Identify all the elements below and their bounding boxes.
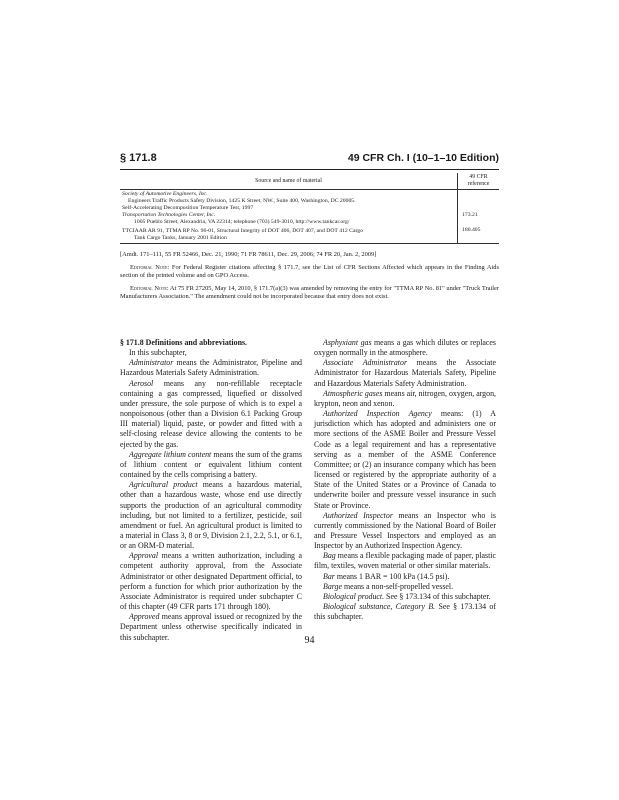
notes-block — [120, 251, 499, 306]
definition-term: Atmospheric gases — [323, 388, 383, 398]
table-cell-reference: 180.405 — [458, 227, 500, 244]
editorial-note-1 — [120, 264, 499, 280]
table-source-line: Engineers Traffic Products Safety Division, 1425 K Street, NW., Suite 400, Washington, DC 20005. — [128, 198, 356, 204]
definition-term: Barge — [323, 581, 342, 591]
table-source-line: Self-Accelerating Decomposition Temperature Test, 1997 — [122, 205, 254, 211]
definition-paragraph — [314, 602, 496, 622]
running-head-cfr: 49 CFR Ch. I (10–1–10 Edition) — [347, 152, 499, 164]
definition-term: Administrator — [129, 358, 174, 368]
editorial-note-2-lead: Editorial Note: — [130, 285, 169, 292]
definition-paragraph — [314, 551, 496, 571]
incorporation-table — [120, 173, 499, 244]
definition-body: means 1 BAR = 100 kPa (14.5 psi). — [334, 571, 450, 581]
table-header-reference: 49 CFR reference — [458, 173, 500, 190]
editorial-note-1-lead: Editorial Note: — [130, 264, 170, 271]
definition-body: means a written authorization, including a competent authority approval, from the Associate Administrator or other designated Department official, to perform a function for which prior authorization by the Associate Administrator is required under subchapter C of this chapter (49 CFR parts 171 through 180). — [120, 551, 302, 612]
definition-body: means approval issued or recognized by the Department unless otherwise specifically indicated in this subchapter. — [120, 612, 302, 642]
definition-term: Asphyxiant gas — [323, 338, 372, 347]
definition-body: means a flexible packaging made of paper, plastic film, textiles, woven material or other similar materials. — [314, 551, 496, 571]
right-column — [314, 338, 496, 622]
section-heading-text: § 171.8 Definitions and abbreviations. — [120, 338, 248, 347]
definition-paragraph — [120, 551, 302, 612]
table-source-line: Transportation Technologies Center, Inc. — [122, 212, 216, 218]
definition-term: Aggregate lithium content — [129, 449, 212, 459]
definition-term: Biological product. — [323, 591, 385, 601]
table-source-line: Tank Cargo Tanks, January 2001 Edition — [134, 235, 227, 241]
table-row — [120, 227, 499, 244]
table-cell-source — [120, 190, 458, 228]
definition-paragraph — [120, 358, 302, 378]
header-rule — [120, 169, 499, 170]
page-number: 94 — [304, 635, 315, 646]
editorial-note-2 — [120, 285, 499, 301]
table-cell-source — [120, 227, 458, 244]
definition-term: Associate Administrator — [323, 358, 408, 368]
definition-paragraph — [314, 409, 496, 511]
table-source-line: TTCIAAR AR 91, TTMA RP No. 96-01, Structural Integrity of DOT 406, DOT 407, and DOT 412 Cargo — [122, 228, 363, 234]
definition-paragraph — [120, 379, 302, 450]
definition-paragraph — [314, 592, 496, 602]
definition-term: Agricultural product — [129, 480, 198, 490]
definition-paragraph — [120, 450, 302, 480]
table-cell-reference: 173.21 — [462, 212, 478, 218]
definition-term: Aerosol — [129, 378, 154, 388]
definition-paragraph — [314, 572, 496, 582]
definition-body: means air, nitrogen, oxygen, argon, krypton, neon and xenon. — [314, 388, 496, 408]
definition-paragraph — [314, 338, 496, 358]
definition-term: Bar — [323, 571, 335, 581]
definition-paragraph — [314, 358, 496, 388]
definition-term: Biological substance, Category B. — [323, 602, 436, 612]
definition-paragraph — [314, 511, 496, 552]
definition-body: See § 173.134 of this subchapter. — [314, 602, 496, 622]
definition-paragraph — [314, 389, 496, 409]
definition-body: See § 173.134 of this subchapter. — [384, 591, 491, 601]
definition-body: means a non-self-propelled vessel. — [342, 581, 454, 591]
definition-body: means the sum of the grams of lithium content or equivalent lithium content contained by the cells comprising a battery. — [120, 449, 302, 480]
editorial-note-1-body: For Federal Register citations affecting § 171.7, see the List of CFR Sections Affected which appears in the Finding Aids section of the printed volume and on GPO Access. — [120, 264, 499, 279]
definition-body: means any non-refillable receptacle containing a gas compressed, liquefied or dissolved under pressure, the sole purpose of which is to expel a nonpoisonous (other than a Division 6.1 Packing Group III material) liquid, paste, or powder and fitted with a self-closing release device allowing the contents to be ejected by the gas. — [120, 378, 302, 449]
definition-term: Approved — [129, 612, 160, 622]
definition-term: Authorized Inspector — [323, 510, 393, 520]
definition-paragraph — [314, 582, 496, 592]
definition-paragraph — [120, 480, 302, 551]
table-source-line: Society of Automotive Engineers, Inc. — [122, 191, 208, 197]
definition-term: Bag — [323, 551, 336, 561]
left-column — [120, 338, 302, 643]
definition-term: Approval — [129, 551, 159, 561]
table-header-source: Source and name of material — [120, 173, 458, 190]
section-intro: In this subchapter, — [129, 348, 187, 358]
section-heading — [120, 338, 302, 348]
definition-term: Authorized Inspection Agency — [323, 409, 432, 419]
definition-body: means the Associate Administrator for Hazardous Materials Safety, Pipeline and Hazardous Materials Safety Administration. — [314, 358, 496, 388]
table-source-line: 1005 Pueblo Street, Alexandria, VA 22314; telephone (703) 549-3010, http://www.tankcar.org/ — [134, 219, 350, 225]
definition-body: means: (1) A jurisdiction which has adopted and administers one or more sections of the ASME Boiler and Pressure Vessel Code as a legal requirement and has a representative serving as a member of the ASME Conference Committee; or (2) an insurance company which has been licensed or registered by the appropriate authority of a State of the United States or a Province of Canada to underwrite boiler and pressure vessel insurance in such State or Province. — [314, 409, 496, 510]
table-body — [120, 190, 499, 244]
table-row — [120, 190, 499, 228]
definition-body: means a hazardous material, other than a hazardous waste, whose end use directly supports the production of an agricultural commodity including, but not limited to a fertilizer, pesticide, soil amendment or fuel. An agricultural product is limited to a material in Class 3, 8 or 9, Division 2.1, 2.2, 5.1, or 6.1, or an ORM-D material. — [120, 480, 303, 551]
editorial-note-2-body: At 75 FR 27205, May 14, 2010, § 171.7(a)(3) was amended by removing the entry for "TTMA RP No. 81" under "Truck Trailer Manufacturers Association." The amendment could not be incorporated because that entry does not exist. — [120, 285, 499, 300]
amendment-citation: [Amdt. 171–111, 55 FR 52466, Dec. 21, 1990; 71 FR 78611, Dec. 29, 2006; 74 FR 20, Jan. 2, 2009] — [120, 251, 377, 258]
definition-body: means an Inspector who is currently commissioned by the National Board of Boiler and Pressure Vessel Inspectors and employed as an Inspector by an Authorized Inspection Agency. — [314, 510, 496, 551]
definition-body: means the Administrator, Pipeline and Hazardous Materials Safety Administration. — [120, 358, 302, 378]
running-head-section: § 171.8 — [120, 152, 157, 164]
definition-body: means a gas which dilutes or replaces oxygen normally in the atmosphere. — [314, 338, 496, 358]
